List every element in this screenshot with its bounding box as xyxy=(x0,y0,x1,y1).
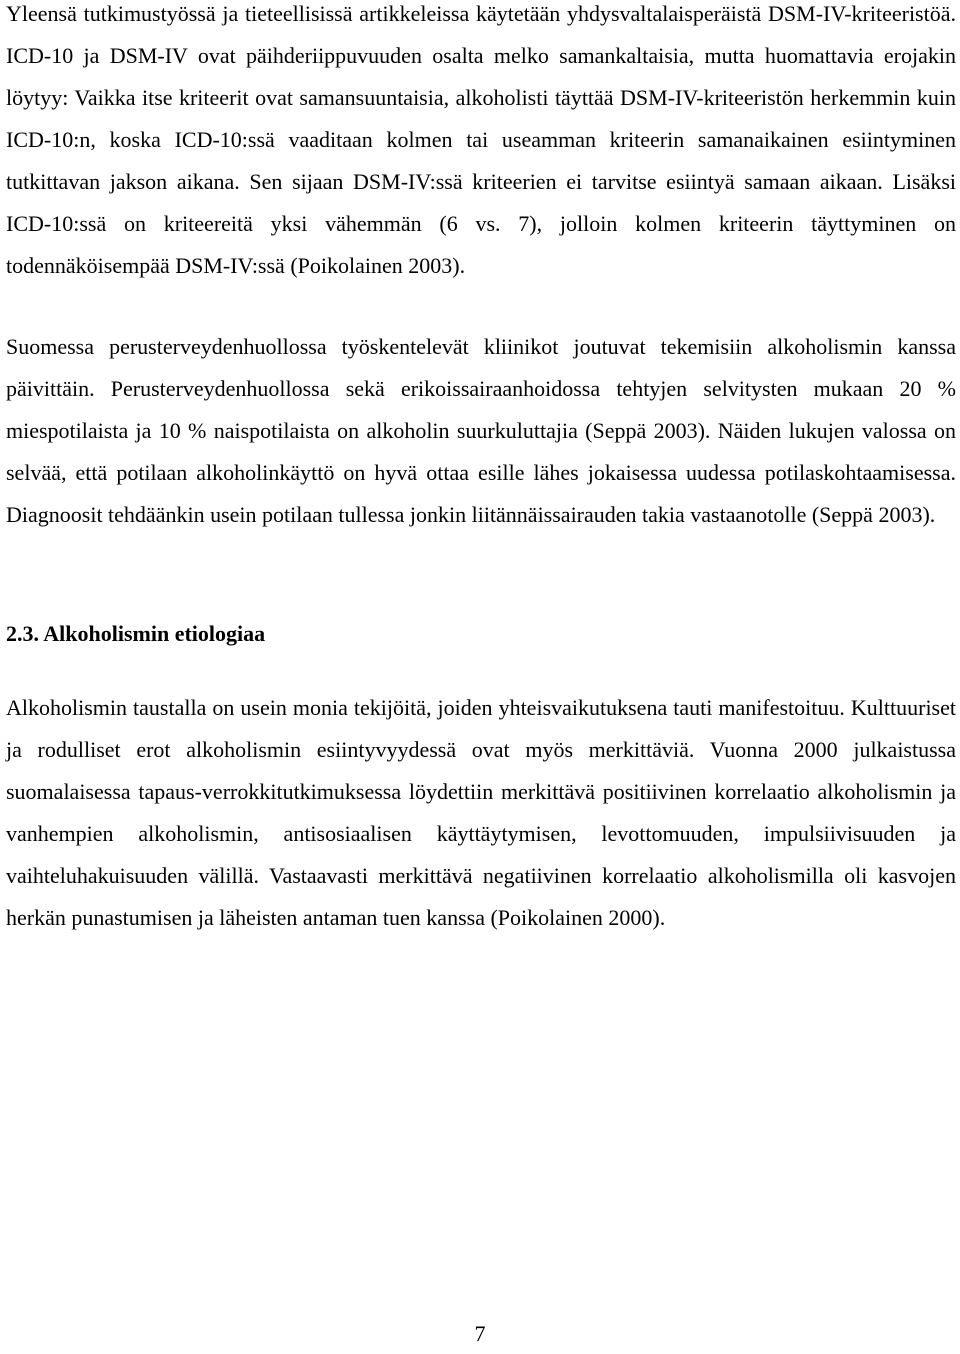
paragraph-primary-care: Suomessa perusterveydenhuollossa työskentelevät kliinikot joutuvat tekemisiin alkoholismin kanssa päivittäin. Perusterveydenhuollossa sekä erikoissairaanhoidossa tehtyjen selvitysten mukaan 20 % miespotilaista ja 10 % naispotilaista on alkoholin suurkuluttajia (Seppä 2003). Näiden lukujen valossa on selvää, että potilaan alkoholinkäyttö on hyvä ottaa esille lähes jokaisessa uudessa potilaskohtaamisessa. Diagnoosit tehdäänkin usein potilaan tullessa jonkin liitännäissairauden takia vastaanotolle (Seppä 2003). xyxy=(6,334,956,527)
paragraph-diagnostic-criteria: Yleensä tutkimustyössä ja tieteellisissä artikkeleissa käytetään yhdysvaltalaisperäistä DSM-IV-kriteeristöä. ICD-10 ja DSM-IV ovat päihderiippuvuuden osalta melko samankaltaisia, mutta huomattavia erojakin löytyy: Vaikka itse kriteerit ovat samansuuntaisia, alkoholisti täyttää DSM-IV-kriteeristön herkemmin kuin ICD-10:n, koska ICD-10:ssä vaaditaan kolmen tai useamman kriteerin samanaikainen esiintyminen tutkittavan jakson aikana. Sen sijaan DSM-IV:ssä kriteerien ei tarvitse esiintyä samaan aikaan. Lisäksi ICD-10:ssä on kriteereitä yksi vähemmän (6 vs. 7), jolloin kolmen kriteerin täyttyminen on todennäköisempää DSM-IV:ssä (Poikolainen 2003). xyxy=(6,1,956,278)
paragraph-etiology: Alkoholismin taustalla on usein monia tekijöitä, joiden yhteisvaikutuksena tauti manifestoituu. Kulttuuriset ja rodulliset erot alkoholismin esiintyvyydessä ovat myös merkittäviä. Vuonna 2000 julkaistussa suomalaisessa tapaus-verrokkitutkimuksessa löydettiin merkittävä positiivinen korrelaatio alkoholismin ja vanhempien alkoholismin, antisosiaalisen käyttäytymisen, levottomuuden, impulsiivisuuden ja vaihteluhakuisuuden välillä. Vastaavasti merkittävä negatiivinen korrelaatio alkoholismilla oli kasvojen herkän punastumisen ja läheisten antaman tuen kanssa (Poikolainen 2000). xyxy=(6,695,956,930)
page-number: 7 xyxy=(474,1321,486,1346)
section-heading: 2.3. Alkoholismin etiologiaa xyxy=(6,621,266,646)
document-page xyxy=(6,0,956,939)
